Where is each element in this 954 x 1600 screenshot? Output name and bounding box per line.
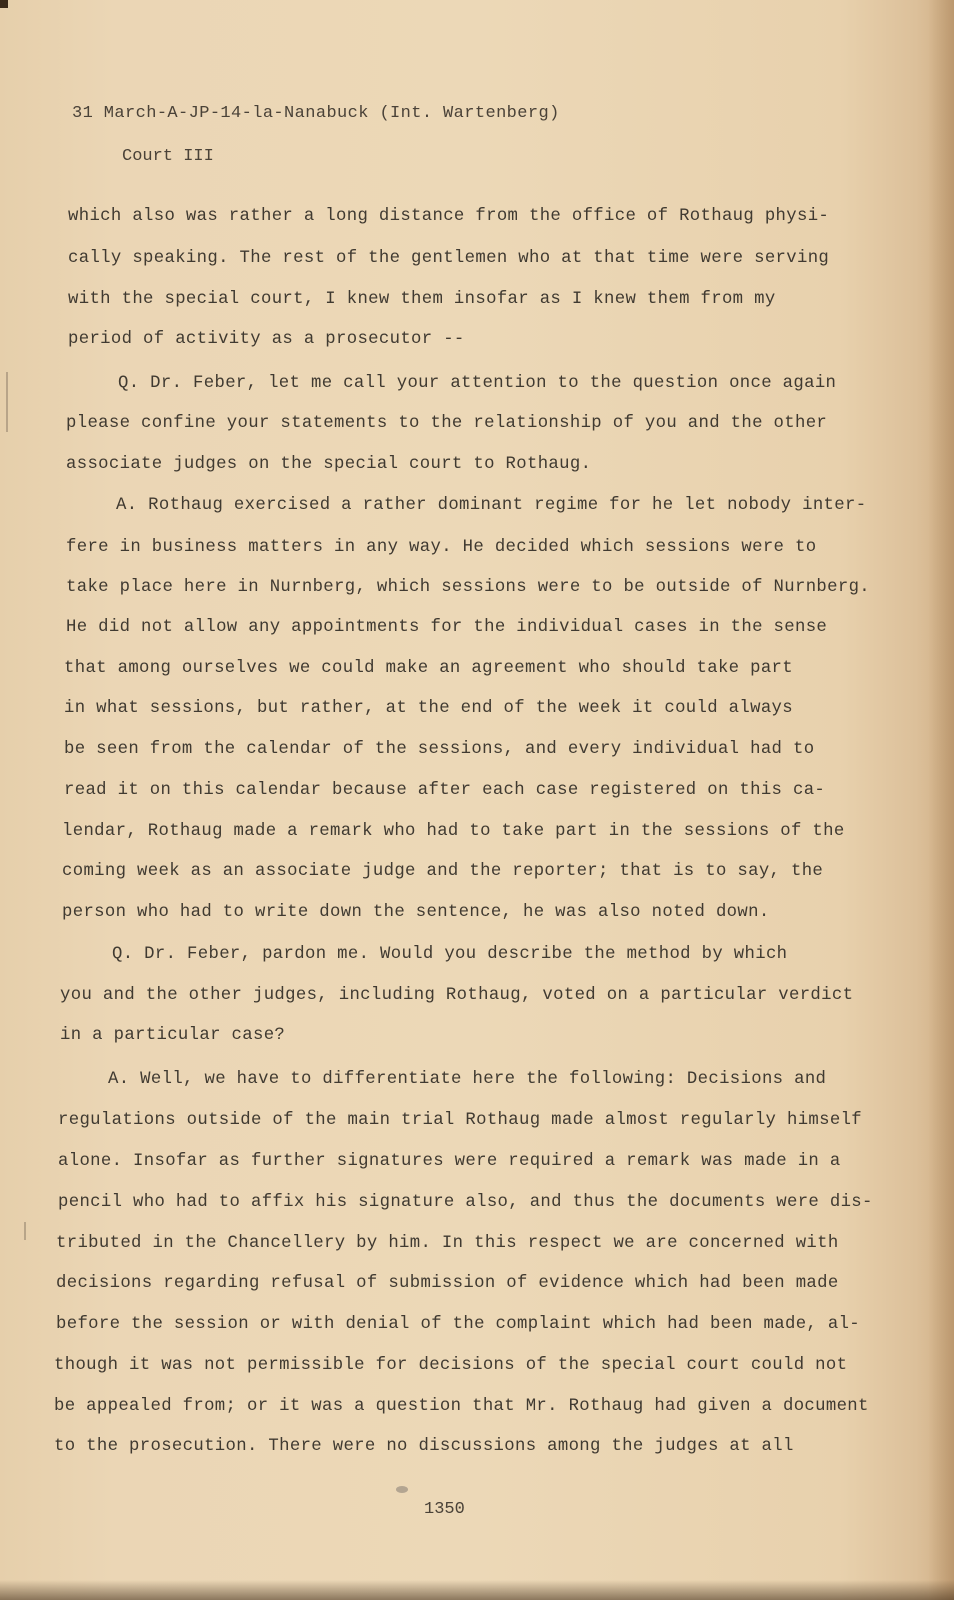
transcript-line: with the special court, I knew them insofar as I knew them from my [68,290,776,309]
corner-mark [0,0,8,8]
transcript-line: tributed in the Chancellery by him. In this respect we are concerned with [56,1234,839,1253]
transcript-line: associate judges on the special court to Rothaug. [66,455,592,474]
transcript-line: A. Well, we have to differentiate here the following: Decisions and [108,1070,827,1089]
transcript-line: be seen from the calendar of the sessions, and every individual had to [64,740,815,759]
transcript-line: before the session or with denial of the complaint which had been made, al- [56,1315,861,1334]
transcript-line: decisions regarding refusal of submission of evidence which had been made [56,1274,839,1293]
transcript-line: alone. Insofar as further signatures were required a remark was made in a [58,1152,841,1171]
margin-mark [24,1222,26,1240]
transcript-line: person who had to write down the sentence, he was also noted down. [62,903,770,922]
bottom-edge-shadow [0,1580,954,1600]
transcript-line: take place here in Nurnberg, which sessions were to be outside of Nurnberg. [66,578,871,597]
transcript-line: please confine your statements to the relationship of you and the other [66,414,828,433]
transcript-line: be appealed from; or it was a question that Mr. Rothaug had given a document [54,1397,869,1416]
transcript-line: Q. Dr. Feber, let me call your attention to the question once again [118,374,837,393]
transcript-line: in what sessions, but rather, at the end of the week it could always [64,699,793,718]
transcript-line: coming week as an associate judge and the reporter; that is to say, the [62,862,824,881]
transcript-line: lendar, Rothaug made a remark who had to take part in the sessions of the [62,822,845,841]
page-edge-shadow [928,0,954,1600]
transcript-line: which also was rather a long distance from the office of Rothaug physi- [68,207,830,226]
court-label: Court III [122,147,214,166]
transcript-line: fere in business matters in any way. He decided which sessions were to [66,538,817,557]
transcript-line: cally speaking. The rest of the gentlemen who at that time were serving [68,249,830,268]
ink-spot [396,1486,408,1493]
document-reference: 31 March-A-JP-14-la-Nanabuck (Int. Wartenberg) [72,104,560,123]
transcript-line: though it was not permissible for decisions of the special court could not [54,1356,848,1375]
transcript-line: that among ourselves we could make an agreement who should take part [64,659,793,678]
page-number: 1350 [424,1500,465,1519]
transcript-line: you and the other judges, including Rothaug, voted on a particular verdict [60,986,854,1005]
margin-mark [6,372,8,432]
transcript-line: A. Rothaug exercised a rather dominant regime for he let nobody inter- [116,496,867,515]
transcript-line: regulations outside of the main trial Rothaug made almost regularly himself [58,1111,863,1130]
transcript-line: He did not allow any appointments for the individual cases in the sense [66,618,828,637]
transcript-line: pencil who had to affix his signature also, and thus the documents were dis- [58,1193,873,1212]
transcript-line: in a particular case? [60,1026,286,1045]
transcript-line: read it on this calendar because after each case registered on this ca- [64,781,826,800]
transcript-line: Q. Dr. Feber, pardon me. Would you describe the method by which [112,945,788,964]
transcript-line: period of activity as a prosecutor -- [68,330,465,349]
transcript-line: to the prosecution. There were no discussions among the judges at all [54,1437,794,1456]
